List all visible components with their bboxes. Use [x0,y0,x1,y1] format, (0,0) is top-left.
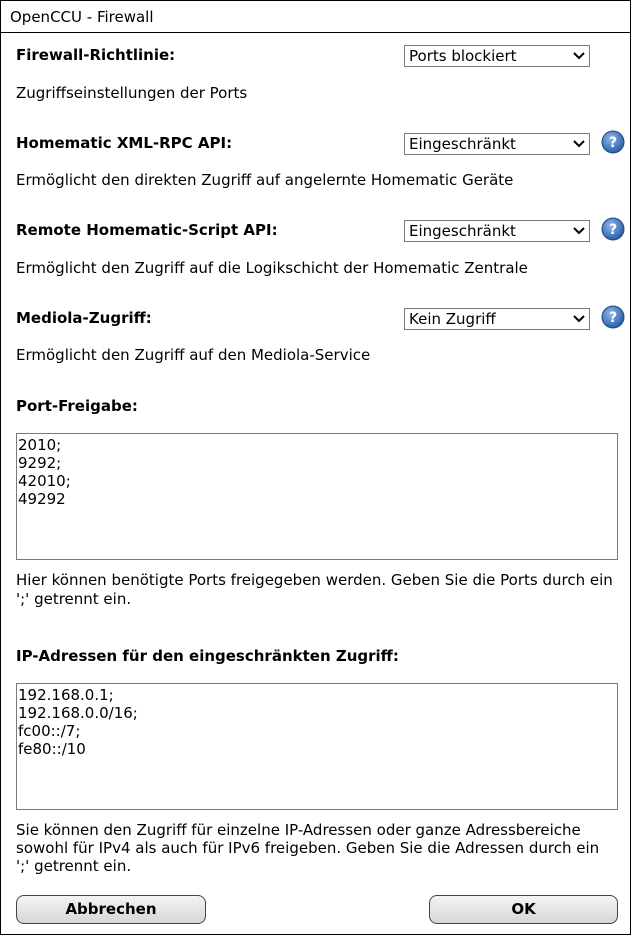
firewall-policy-value: Ports blockiert [409,47,517,65]
help-icon[interactable] [601,217,625,241]
script-api-description: Ermöglicht den Zugriff auf die Logikschicht der Homematic Zentrale [16,259,528,277]
ports-hint: Hier können benötigte Ports freigegeben werden. Geben Sie die Ports durch ein ';' getrennt ein. [16,571,613,608]
script-api-value: Eingeschränkt [409,222,516,240]
firewall-policy-description: Zugriffseinstellungen der Ports [16,84,248,102]
svg-text:?: ? [608,135,618,151]
mediola-select[interactable] [404,308,590,330]
mediola-value: Kein Zugriff [409,310,496,328]
xmlrpc-value: Eingeschränkt [409,135,516,153]
ip-addresses-label: IP-Adressen für den eingeschränkten Zugriff: [16,647,399,665]
window-title: OpenCCU - Firewall [1,1,630,33]
mediola-label: Mediola-Zugriff: [16,309,152,327]
svg-text:?: ? [608,310,618,326]
help-icon[interactable] [601,305,625,329]
ok-button[interactable]: OK [429,895,618,924]
chevron-down-icon [573,315,585,323]
cancel-button[interactable]: Abbrechen [16,895,206,924]
chevron-down-icon [573,52,585,60]
svg-text:?: ? [608,222,618,238]
help-icon[interactable] [601,130,625,154]
xmlrpc-select[interactable] [404,133,590,155]
ports-textarea[interactable]: 2010; 9292; 42010; 49292 [16,433,618,560]
mediola-description: Ermöglicht den Zugriff auf den Mediola-Service [16,346,371,364]
xmlrpc-description: Ermöglicht den direkten Zugriff auf angelernte Homematic Geräte [16,171,514,189]
xmlrpc-label: Homematic XML-RPC API: [16,134,233,152]
chevron-down-icon [573,227,585,235]
script-api-label: Remote Homematic-Script API: [16,221,278,239]
chevron-down-icon [573,140,585,148]
ip-addresses-hint: Sie können den Zugriff für einzelne IP-Adressen oder ganze Adressbereiche sowohl für IPv4 als auch für IPv6 freigeben. Geben Sie die Adressen durch ein ';' getrennt ein. [16,821,600,875]
ports-label: Port-Freigabe: [16,397,138,415]
script-api-select[interactable] [404,220,590,242]
firewall-policy-label: Firewall-Richtlinie: [16,46,176,64]
firewall-policy-select[interactable] [404,45,590,67]
ip-addresses-textarea[interactable]: 192.168.0.1; 192.168.0.0/16; fc00::/7; fe80::/10 [16,683,618,810]
